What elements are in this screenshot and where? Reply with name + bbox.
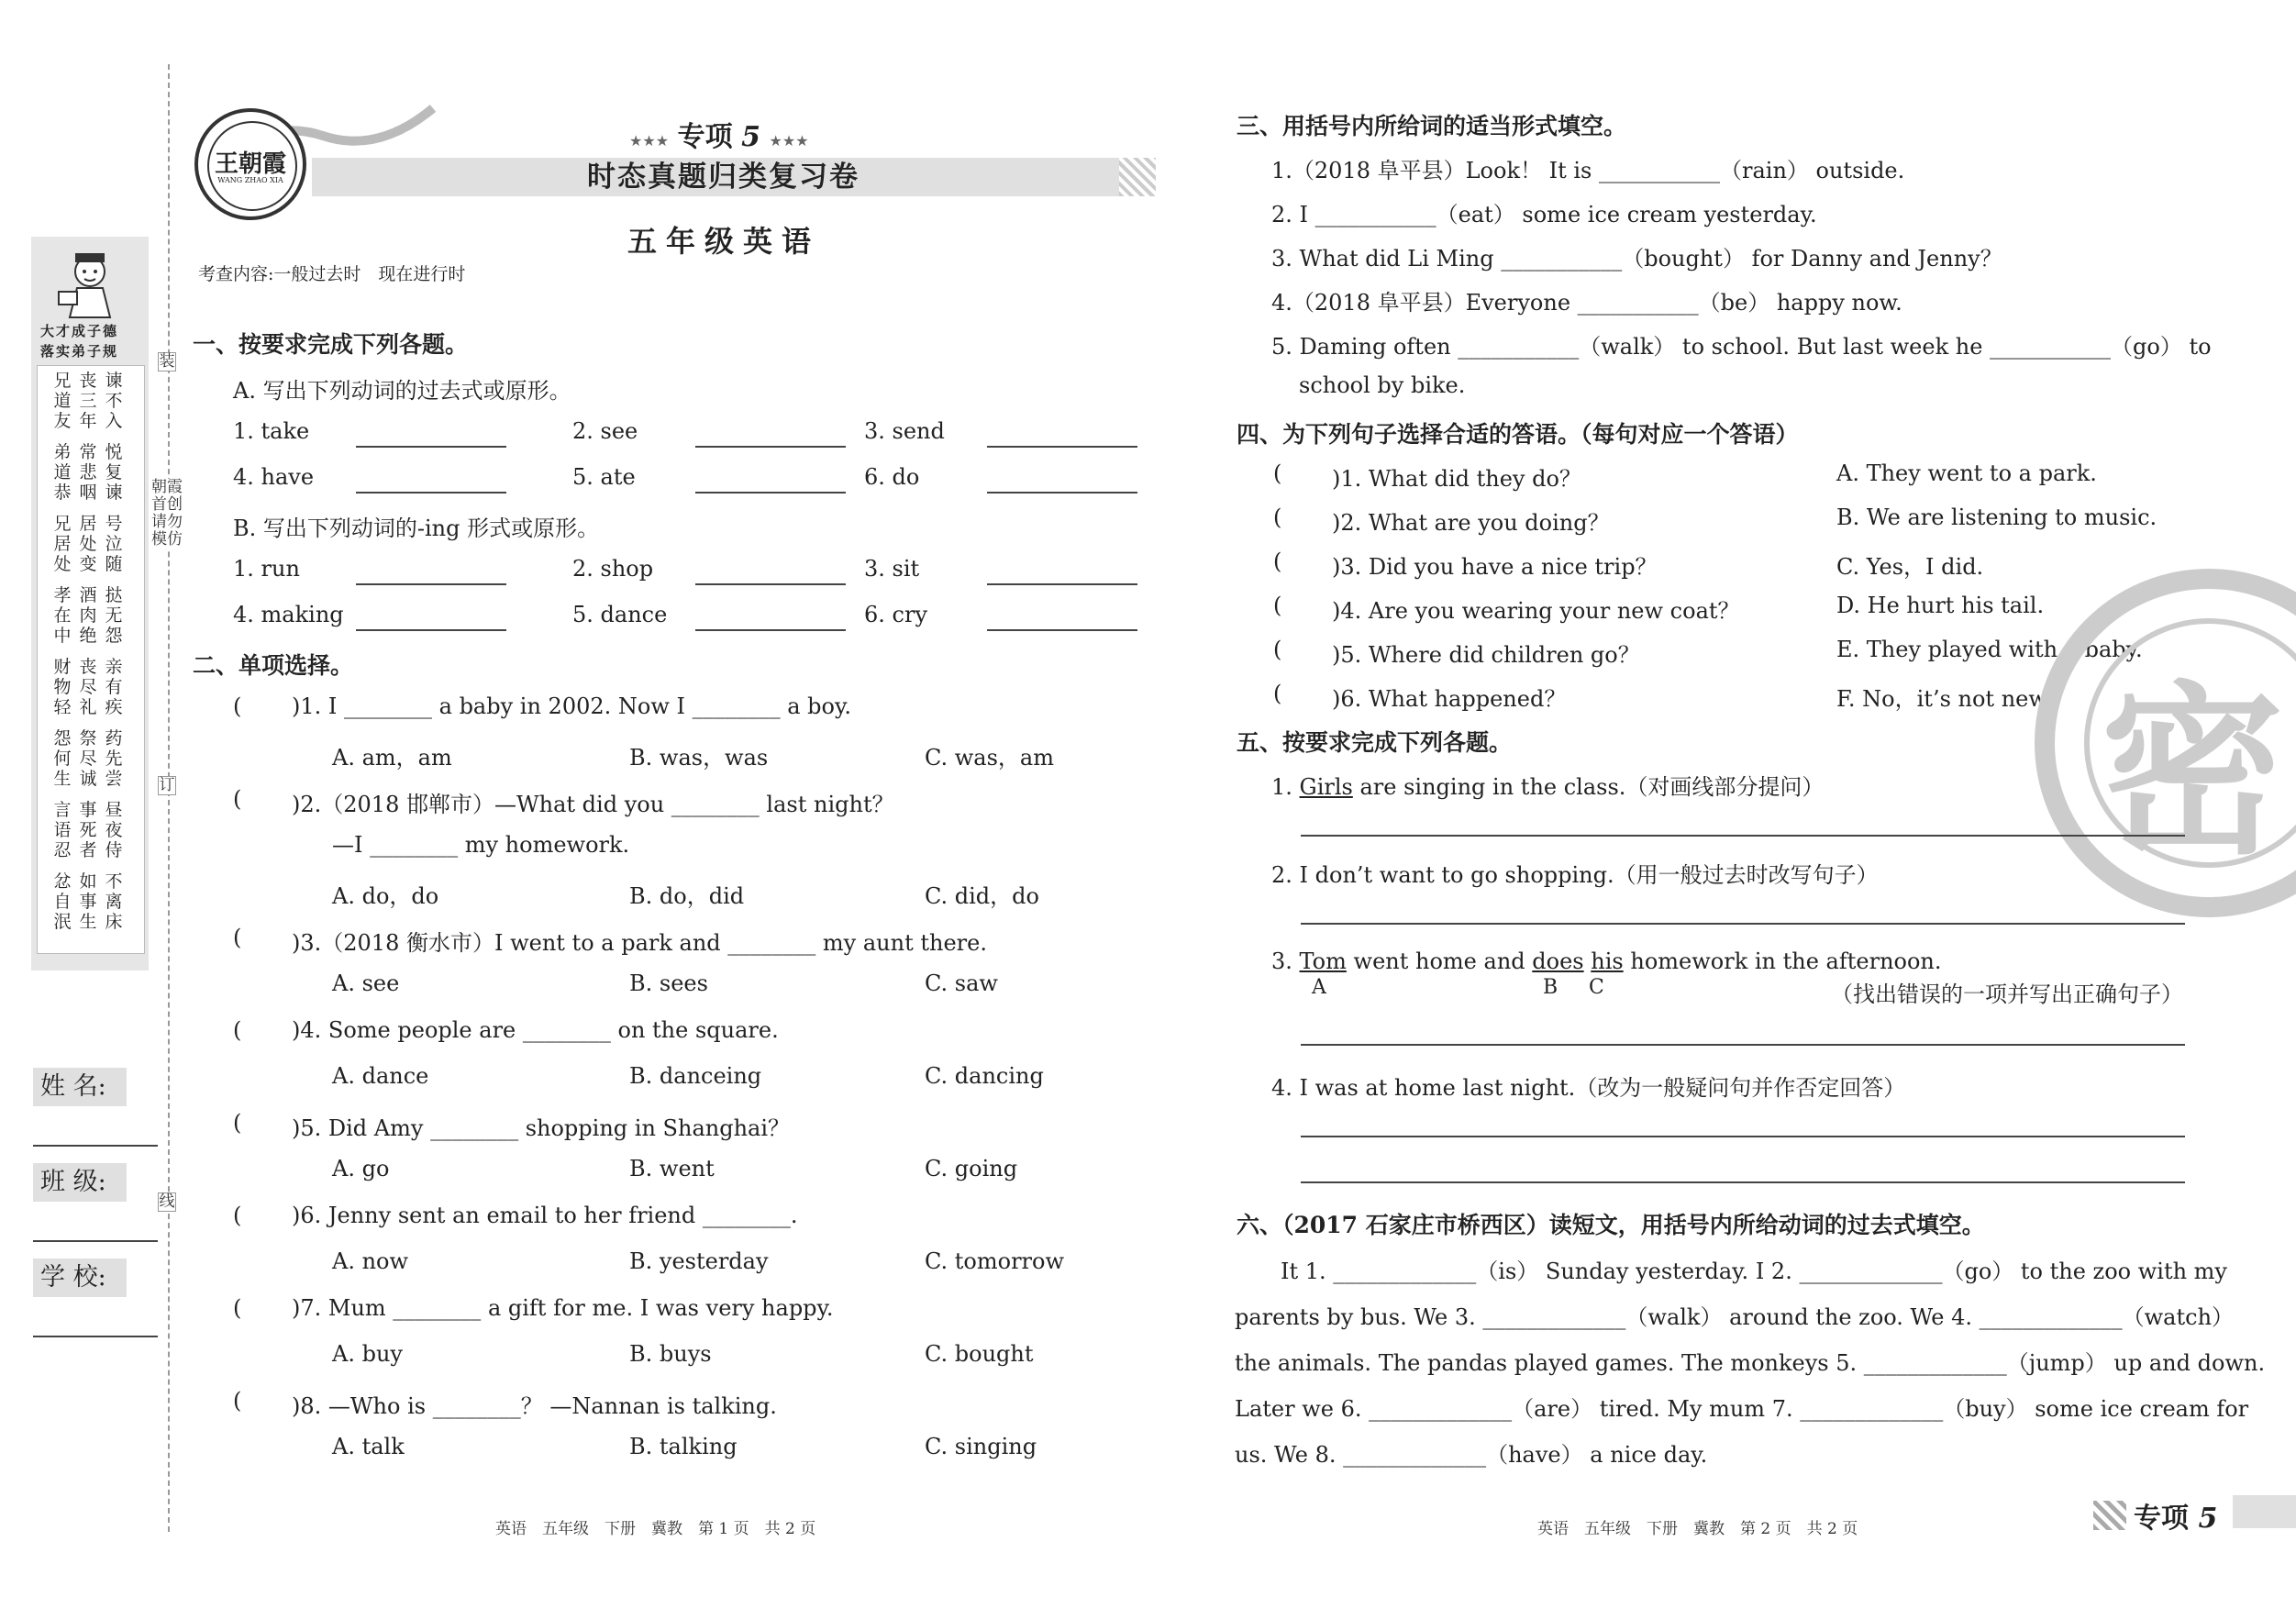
verse-column: 言语忍: [53, 800, 72, 860]
stars-right: ★★★: [769, 132, 809, 150]
match-answer: D. He hurt his tail.: [1836, 593, 2045, 618]
banner-checker: [1119, 158, 1156, 196]
question-stem: )7. Mum ________ a gift for me. I was very happy.: [292, 1295, 834, 1321]
s5-q3-note: （找出错误的一项并写出正确句子）: [1831, 981, 2183, 1007]
option[interactable]: A. am，am: [332, 745, 452, 771]
verb-item: 3. send: [864, 418, 945, 444]
question-stem: )1. I ________ a baby in 2002. Now I ________ a boy.: [292, 693, 851, 719]
s5-q3-a: Tom: [1299, 948, 1347, 974]
verse-column: 忿自泯: [53, 871, 72, 932]
footer-right: 英语 五年级 下册 冀教 第 2 页 共 2 页: [1537, 1520, 1858, 1538]
answer-paren[interactable]: (: [233, 1017, 242, 1043]
passage-line: parents by bus. We 3. _____________（walk） around the zoo. We 4. _____________（watch）: [1235, 1304, 2235, 1330]
logo-text: 王朝霞: [214, 150, 286, 178]
section2-title: 二、单项选择。: [193, 652, 354, 679]
fill-item: school by bike.: [1299, 372, 1466, 398]
school-input-line[interactable]: [33, 1336, 158, 1337]
option[interactable]: C. tomorrow: [925, 1248, 1065, 1274]
match-question: )6. What happened？: [1332, 686, 1567, 712]
option[interactable]: A. dance: [332, 1063, 429, 1089]
answer-paren[interactable]: (: [233, 1295, 242, 1321]
binding-mark-top: 装: [159, 352, 175, 371]
option[interactable]: B. talking: [629, 1434, 738, 1459]
question-stem: )6. Jenny sent an email to her friend ________.: [292, 1203, 798, 1228]
answer-paren[interactable]: (: [233, 693, 242, 719]
verb-item: 3. sit: [864, 556, 920, 582]
verb-item: 5. ate: [572, 464, 636, 490]
answer-paren[interactable]: (: [233, 1388, 242, 1414]
answer-paren[interactable]: (: [1273, 549, 1282, 574]
footer-tag-number: 5: [2198, 1503, 2218, 1535]
option[interactable]: B. went: [629, 1156, 715, 1181]
s5-q3-c: his: [1591, 948, 1624, 974]
header-tag: [629, 114, 809, 154]
question-stem-2: —I ________ my homework.: [332, 832, 630, 858]
match-question: )2. What are you doing？: [1332, 510, 1610, 536]
s5-q1-underlined: Girls: [1299, 774, 1353, 800]
footer-tag-label: 专项: [2134, 1503, 2189, 1535]
option[interactable]: B. yesterday: [629, 1248, 769, 1274]
s5-q1-rest: are singing in the class.（对画线部分提问）: [1359, 774, 1825, 800]
verse-column: 财物轻: [53, 657, 72, 717]
verse-column: 挞无怨: [105, 585, 123, 646]
option[interactable]: A. buy: [332, 1341, 403, 1367]
verse-column: 祭尽诚: [79, 728, 97, 789]
verb-answer-line[interactable]: [987, 583, 1137, 585]
s5-answer-line-2[interactable]: [1301, 923, 2185, 925]
banner-title: 时态真题归类复习卷: [587, 161, 860, 194]
passage-line: the animals. The pandas played games. The monkeys 5. _____________（jump） up and down.: [1235, 1350, 2266, 1376]
answer-paren[interactable]: (: [233, 1203, 242, 1228]
passage-line: Later we 6. _____________（are） tired. My mum 7. _____________（buy） some ice cream for: [1235, 1396, 2249, 1422]
section4-title: 四、为下列句子选择合适的答语。（每句对应一个答语）: [1237, 421, 1799, 448]
option[interactable]: C. singing: [925, 1434, 1037, 1459]
fill-item: 1.（2018 阜平县）Look！ It is ___________（rain） outside.: [1271, 158, 1905, 183]
answer-paren[interactable]: (: [233, 1110, 242, 1136]
verb-answer-line[interactable]: [695, 446, 846, 448]
section3-title: 三、用括号内所给词的适当形式填空。: [1237, 113, 1627, 139]
s5-answer-line-1[interactable]: [1301, 835, 2185, 837]
footer-bar: [2233, 1495, 2296, 1528]
match-answer: F. No，it’s not new.: [1836, 686, 2052, 712]
sidebar-motto-2: 落实弟子规: [40, 343, 119, 360]
footer-checker: [2093, 1501, 2126, 1530]
question-stem: )2.（2018 邯郸市）—What did you ________ last night？: [292, 792, 894, 817]
option[interactable]: A. now: [332, 1248, 409, 1274]
verse-column: 丧尽礼: [79, 657, 97, 717]
option[interactable]: A. go: [332, 1156, 390, 1181]
s5-answer-line-3[interactable]: [1301, 1044, 2185, 1046]
verse-column: 如事生: [79, 871, 97, 932]
binding-mark-mid: 订: [159, 776, 175, 794]
footer-tag: [2134, 1495, 2217, 1536]
verb-item: 2. shop: [572, 556, 654, 582]
section1-title: 一、按要求完成下列各题。: [193, 331, 469, 358]
match-question: )1. What did they do？: [1332, 466, 1581, 492]
tag-number: 5: [741, 121, 760, 153]
verb-answer-line[interactable]: [356, 492, 506, 494]
verse-column: 事死者: [79, 800, 97, 860]
answer-paren[interactable]: (: [233, 925, 242, 950]
class-input-line[interactable]: [33, 1240, 158, 1242]
option[interactable]: B. do，did: [629, 883, 745, 909]
verb-item: 4. making: [233, 602, 344, 627]
verb-answer-line[interactable]: [356, 446, 506, 448]
s5-q1: 1. Girls are singing in the class.（对画线部分提问）: [1271, 774, 1825, 800]
verb-item: 6. cry: [864, 602, 927, 627]
verb-item: 4. have: [233, 464, 315, 490]
verb-answer-line[interactable]: [987, 492, 1137, 494]
passage-line: us. We 8. _____________（have） a nice day.: [1235, 1442, 1708, 1468]
s5-q2: 2. I don’t want to go shopping.（用一般过去时改写句子）: [1271, 862, 1879, 888]
s5-q4: 4. I was at home last night.（改为一般疑问句并作否定回答）: [1271, 1075, 1906, 1101]
stars-left: ★★★: [629, 132, 670, 150]
seal-char: 密: [2101, 664, 2285, 880]
verb-answer-line[interactable]: [695, 629, 846, 631]
exam-scope: 考查内容:一般过去时 现在进行时: [198, 264, 466, 284]
s5-q3: 3. Tom went home and does his homework in the afternoon.: [1271, 948, 1942, 974]
sidebar-motto-1: 大才成子德: [40, 323, 119, 339]
option[interactable]: B. was，was: [629, 745, 769, 771]
answer-paren[interactable]: (: [233, 786, 242, 812]
verse-column: 孝在中: [53, 585, 72, 646]
name-label: 姓 名:: [33, 1068, 127, 1106]
verb-item: 1. run: [233, 556, 300, 582]
match-answer: B. We are listening to music.: [1836, 505, 2157, 530]
logo-subtext: WANG ZHAO XIA: [217, 176, 283, 184]
option[interactable]: A. do，do: [332, 883, 439, 909]
child-illustration: [48, 246, 132, 319]
option[interactable]: C. saw: [925, 970, 998, 996]
s5-q3-end: homework in the afternoon.: [1630, 948, 1942, 974]
question-stem: )5. Did Amy ________ shopping in Shanghai？: [292, 1115, 791, 1141]
s5-q3-b: does: [1532, 948, 1584, 974]
option[interactable]: B. buys: [629, 1341, 712, 1367]
tag-label: 专项: [677, 121, 733, 153]
section6-title: 六、（2017 石家庄市桥西区）读短文，用括号内所给动词的过去式填空。: [1237, 1212, 1985, 1238]
verb-answer-line[interactable]: [987, 629, 1137, 631]
option[interactable]: C. dancing: [925, 1063, 1044, 1089]
verb-answer-line[interactable]: [356, 629, 506, 631]
footer-left: 英语 五年级 下册 冀教 第 1 页 共 2 页: [495, 1520, 816, 1538]
option[interactable]: C. was，am: [925, 745, 1054, 771]
s5-q3-label-b: B: [1543, 976, 1558, 999]
verse-column: 昼夜侍: [105, 800, 123, 860]
s5-answer-line-4a[interactable]: [1301, 1136, 2185, 1137]
verse-column: 不离床: [105, 871, 123, 932]
option[interactable]: B. sees: [629, 970, 708, 996]
section1-b-title: B. 写出下列动词的-ing 形式或原形。: [233, 516, 600, 541]
answer-paren[interactable]: (: [1273, 593, 1282, 618]
option[interactable]: C. did，do: [925, 883, 1039, 909]
fill-item: 5. Daming often ___________（walk） to school. But last week he ___________（go） to: [1271, 334, 2212, 360]
verse-column: 怨何生: [53, 728, 72, 789]
binding-copyright: 朝霞首创请勿模仿: [151, 478, 183, 549]
verb-answer-line[interactable]: [695, 583, 846, 585]
section1-a-title: A. 写出下列动词的过去式或原形。: [233, 378, 571, 404]
class-label: 班 级:: [33, 1163, 127, 1202]
binding-mark-bottom: 线: [159, 1192, 175, 1211]
verse-column: 亲有疾: [105, 657, 123, 717]
option[interactable]: B. danceing: [629, 1063, 762, 1089]
fill-item: 2. I ___________（eat） some ice cream yesterday.: [1271, 202, 1817, 227]
verb-item: 1. take: [233, 418, 310, 444]
section5-title: 五、按要求完成下列各题。: [1237, 729, 1513, 756]
option[interactable]: C. bought: [925, 1341, 1034, 1367]
s5-answer-line-4b[interactable]: [1301, 1181, 2185, 1183]
name-input-line[interactable]: [33, 1145, 158, 1147]
s5-q3-mid: went home and: [1353, 948, 1525, 974]
option[interactable]: A. talk: [332, 1434, 405, 1459]
verb-answer-line[interactable]: [695, 492, 846, 494]
fill-item: 4.（2018 阜平县）Everyone ___________（be） happy now.: [1271, 290, 1902, 316]
match-answer: A. They went to a park.: [1836, 460, 2097, 486]
verb-item: 6. do: [864, 464, 920, 490]
match-answer: C. Yes，I did.: [1836, 554, 1984, 580]
match-question: )4. Are you wearing your new coat？: [1332, 598, 1740, 624]
verse-column: 兄道友: [53, 371, 72, 431]
answer-paren[interactable]: (: [1273, 505, 1282, 530]
verse-column: 居处变: [79, 514, 97, 574]
verb-answer-line[interactable]: [356, 583, 506, 585]
verb-item: 5. dance: [572, 602, 668, 627]
verse-column: 酒肉绝: [79, 585, 97, 646]
s5-q3-label-a: A: [1312, 976, 1326, 999]
answer-paren[interactable]: (: [1273, 460, 1282, 486]
binding-dashed-line: [168, 64, 170, 1532]
verse-column: 常悲咽: [79, 442, 97, 503]
verse-column: 丧三年: [79, 371, 97, 431]
school-label: 学 校:: [33, 1259, 127, 1297]
match-answer: E. They played with a baby.: [1836, 637, 2143, 662]
watermark-seal: [2035, 569, 2296, 917]
question-stem: )3.（2018 衡水市）I went to a park and ________ my aunt there.: [292, 930, 987, 956]
s5-q3-label-c: C: [1589, 976, 1604, 999]
answer-paren[interactable]: (: [1273, 681, 1282, 706]
answer-paren[interactable]: (: [1273, 637, 1282, 662]
match-question: )3. Did you have a nice trip？: [1332, 554, 1658, 580]
verb-item: 2. see: [572, 418, 638, 444]
verse-column: 兄居处: [53, 514, 72, 574]
passage-line: It 1. _____________（is） Sunday yesterday. I 2. _____________（go） to the zoo with my: [1281, 1259, 2227, 1284]
option[interactable]: C. going: [925, 1156, 1018, 1181]
verb-answer-line[interactable]: [987, 446, 1137, 448]
match-question: )5. Where did children go？: [1332, 642, 1640, 668]
fill-item: 3. What did Li Ming ___________（bought） for Danny and Jenny？: [1271, 246, 2002, 272]
verse-column: 药先尝: [105, 728, 123, 789]
verse-column: 悦复谏: [105, 442, 123, 503]
verse-column: 谏不入: [105, 371, 123, 431]
verse-column: 弟道恭: [53, 442, 72, 503]
logo-seal: [194, 108, 306, 220]
verse-column: 号泣随: [105, 514, 123, 574]
question-stem: )8. —Who is ________？ —Nannan is talking.: [292, 1393, 777, 1419]
option[interactable]: A. see: [332, 970, 400, 996]
page-subtitle: 五年级英语: [627, 224, 821, 259]
question-stem: )4. Some people are ________ on the square.: [292, 1017, 779, 1043]
